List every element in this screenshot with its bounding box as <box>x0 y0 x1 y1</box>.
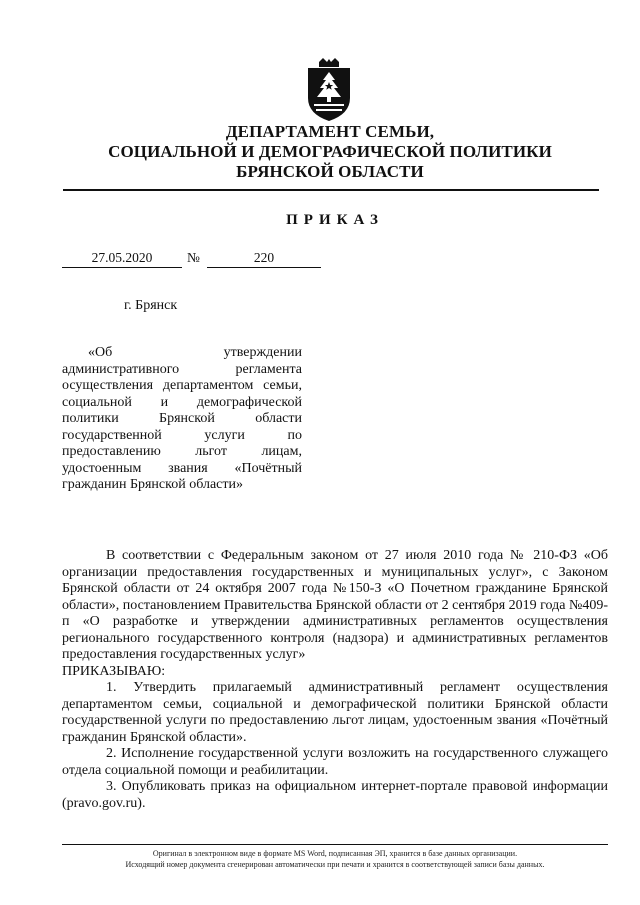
body-paragraph-item-1: 1. Утвердить прилагаемый административный регламент осуществления департаментом семьи, социальной и демографической политики Брянской области государственной услуги по предоставлению льгот лицам, удостоенным звания «Почётный гражданин Брянской области». <box>62 680 608 745</box>
body-paragraph-preamble: В соответствии с Федеральным законом от 27 июля 2010 года № 210-ФЗ «Об организации предоставления государственных и муниципальных услуг», с Законом Брянской области от 24 октября 2007 года №150-З «О Почетном гражданине Брянской области», постановлением Правительства Брянской области от 2 сентября 2019 года №409-п «О разработке и утверждении административных регламентов осуществления регионального государственного контроля (надзора) и административных регламентов предоставления государственных услуг» <box>62 548 609 662</box>
document-body <box>62 548 608 812</box>
footer-line-1: Оригинал в электронном виде в формате MS Word, подписанная ЭП, хранится в базе данных организации. <box>152 849 518 858</box>
document-subject <box>62 345 302 494</box>
coat-of-arms-icon <box>302 58 356 122</box>
footer-divider <box>62 844 608 845</box>
body-paragraph-item-2: 2. Исполнение государственной услуги возложить на государственного служащего отдела социальной помощи и реабилитации. <box>62 746 608 778</box>
body-paragraph-order: ПРИКАЗЫВАЮ: <box>62 663 166 679</box>
department-line-3: БРЯНСКОЙ ОБЛАСТИ <box>236 162 424 181</box>
header-divider <box>63 189 599 191</box>
department-line-2: СОЦИАЛЬНОЙ И ДЕМОГРАФИЧЕСКОЙ ПОЛИТИКИ <box>108 142 552 161</box>
number-sign: № <box>187 250 200 265</box>
document-city: г. Брянск <box>124 298 178 313</box>
document-subject-text: «Об утверждении административного регламента осуществления департаментом семьи, социальной и демографической политики Брянской области государственной услуги по предоставлению льгот лицам, удостоенным звания «Почётный гражданин Брянской области» <box>62 345 302 492</box>
document-date: 27.05.2020 <box>62 250 182 268</box>
department-line-1: ДЕПАРТАМЕНТ СЕМЬИ, <box>225 122 435 141</box>
body-paragraph-item-3: 3. Опубликовать приказ на официальном интернет-портале правовой информации (pravo.gov.ru). <box>62 779 608 811</box>
document-type-title: ПРИКАЗ <box>286 212 384 228</box>
document-footer <box>0 848 640 870</box>
department-heading <box>0 122 640 182</box>
footer-line-2: Исходящий номер документа сгенерирован автоматически при печати и хранится в соответствующей записи базы данных. <box>125 860 545 869</box>
document-number: 220 <box>207 250 321 268</box>
